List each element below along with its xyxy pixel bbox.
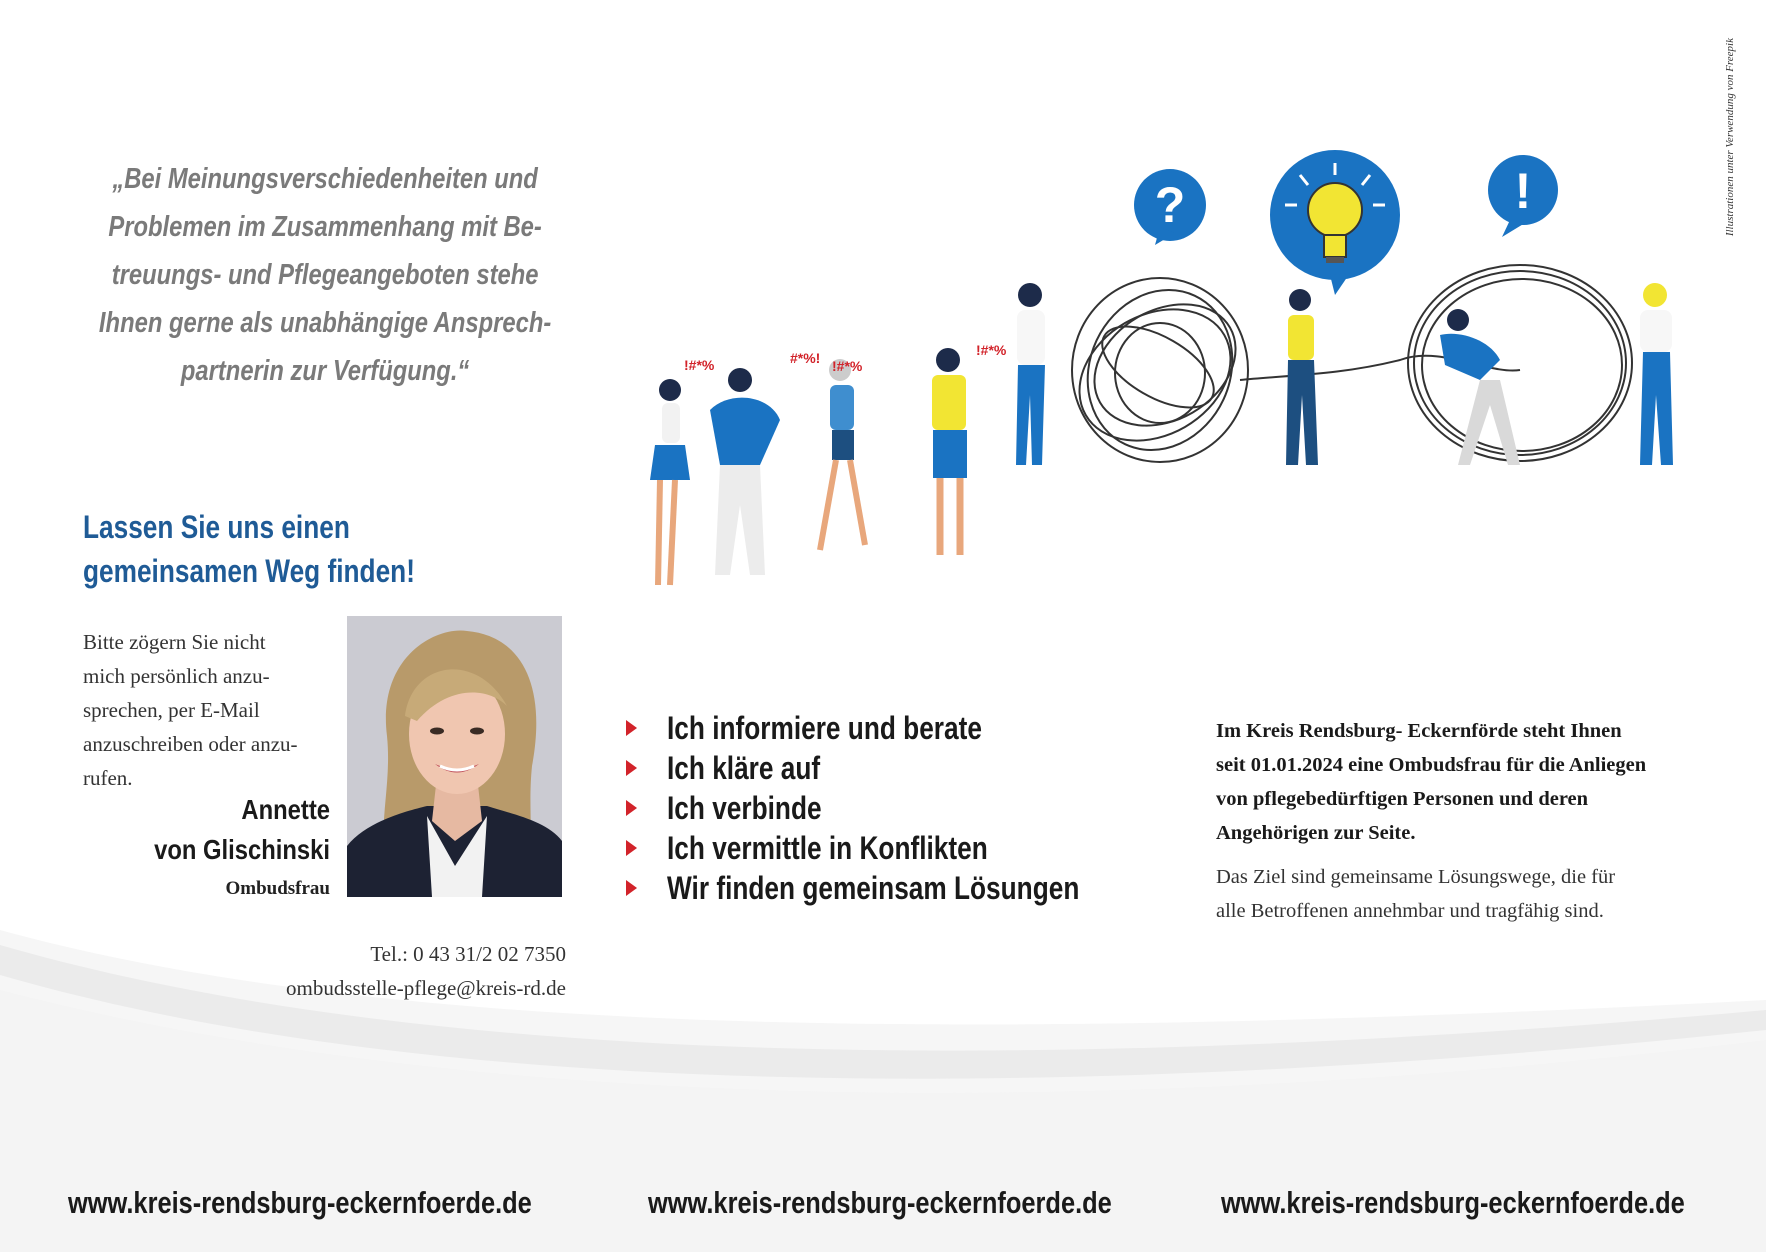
list-item bbox=[626, 748, 1146, 788]
contact-phone[interactable]: Tel.: 0 43 31/2 02 7350 bbox=[370, 942, 566, 966]
intro-line: rufen. bbox=[83, 766, 133, 790]
triangle-bullet-icon bbox=[626, 800, 637, 816]
list-item-text: Ich vermittle in Konflikten bbox=[667, 829, 988, 866]
portrait-photo bbox=[347, 616, 562, 897]
list-item bbox=[626, 788, 1146, 828]
heading-line: Lassen Sie uns einen bbox=[83, 509, 350, 545]
arguing-people-figures bbox=[650, 283, 1673, 585]
info-line: Im Kreis Rendsburg- Eckernförde steht Ihnen bbox=[1216, 720, 1622, 742]
quote-line: Ihnen gerne als unabhängige Ansprech- bbox=[98, 307, 552, 339]
untangled-ring-icon bbox=[1408, 265, 1632, 461]
section-heading bbox=[83, 505, 460, 593]
list-item-text: Ich informiere und berate bbox=[667, 709, 982, 746]
footer-website-link[interactable]: www.kreis-rendsburg-eckernfoerde.de bbox=[1221, 1185, 1685, 1220]
info-line: Angehörigen zur Seite. bbox=[1216, 822, 1416, 844]
info-line: seit 01.01.2024 eine Ombudsfrau für die Anliegen bbox=[1216, 754, 1647, 776]
quote-line: „Bei Meinungsverschiedenheiten und bbox=[112, 163, 538, 195]
triangle-bullet-icon bbox=[626, 880, 637, 896]
curse-mark: !#*% bbox=[832, 358, 863, 374]
contact-name bbox=[135, 790, 331, 870]
contact-first-name: Annette bbox=[241, 794, 330, 825]
list-item-text: Wir finden gemeinsam Lösungen bbox=[667, 869, 1080, 906]
triangle-bullet-icon bbox=[626, 840, 637, 856]
info-line: Das Ziel sind gemeinsame Lösungswege, die für bbox=[1216, 866, 1616, 888]
contact-email[interactable]: ombudsstelle-pflege@kreis-rd.de bbox=[285, 976, 566, 1000]
contact-role: Ombudsfrau bbox=[225, 878, 330, 899]
service-list bbox=[626, 708, 1146, 908]
curse-mark: !#*% bbox=[976, 342, 1007, 358]
quote-block bbox=[75, 155, 575, 395]
question-bubble-icon bbox=[1134, 169, 1206, 245]
lightbulb-icon bbox=[1270, 150, 1400, 295]
portrait-illustration bbox=[347, 616, 562, 897]
list-item bbox=[626, 828, 1146, 868]
illustration-credit: Illustrationen unter Verwendung von Freepik bbox=[1724, 38, 1736, 237]
list-item bbox=[626, 708, 1146, 748]
quote-line: treuungs- und Pflegeangeboten stehe bbox=[111, 259, 539, 291]
list-item-text: Ich kläre auf bbox=[667, 749, 821, 786]
intro-line: sprechen, per E-Mail bbox=[83, 698, 260, 722]
list-item bbox=[626, 868, 1146, 908]
triangle-bullet-icon bbox=[626, 760, 637, 776]
info-line: von pflegebedürftigen Personen und deren bbox=[1216, 788, 1589, 810]
info-text bbox=[1216, 714, 1702, 928]
heading-line: gemeinsamen Weg finden! bbox=[83, 553, 415, 589]
curse-mark: !#*% bbox=[684, 357, 715, 373]
info-line: alle Betroffenen annehmbar und tragfähig sind. bbox=[1216, 900, 1604, 922]
quote-line: Problemen im Zusammenhang mit Be- bbox=[108, 211, 542, 243]
footer-website-link[interactable]: www.kreis-rendsburg-eckernfoerde.de bbox=[648, 1185, 1112, 1220]
intro-line: mich persönlich anzu- bbox=[83, 664, 270, 688]
conflict-resolution-illustration bbox=[640, 145, 1710, 605]
exclamation-bubble-icon bbox=[1488, 155, 1558, 237]
intro-line: Bitte zögern Sie nicht bbox=[83, 630, 266, 654]
quote-line: partnerin zur Verfügung.“ bbox=[180, 355, 470, 387]
triangle-bullet-icon bbox=[626, 720, 637, 736]
svg-text:!: ! bbox=[1514, 163, 1532, 219]
contact-last-name: von Glischinski bbox=[154, 834, 330, 865]
list-item-text: Ich verbinde bbox=[667, 789, 822, 826]
svg-text:?: ? bbox=[1154, 177, 1186, 233]
intro-line: anzuschreiben oder anzu- bbox=[83, 732, 298, 756]
footer-website-link[interactable]: www.kreis-rendsburg-eckernfoerde.de bbox=[68, 1185, 532, 1220]
curse-mark: #*%! bbox=[790, 350, 821, 366]
intro-text bbox=[83, 625, 343, 795]
info-bold-paragraph bbox=[1216, 714, 1702, 850]
info-normal-paragraph bbox=[1216, 860, 1702, 928]
